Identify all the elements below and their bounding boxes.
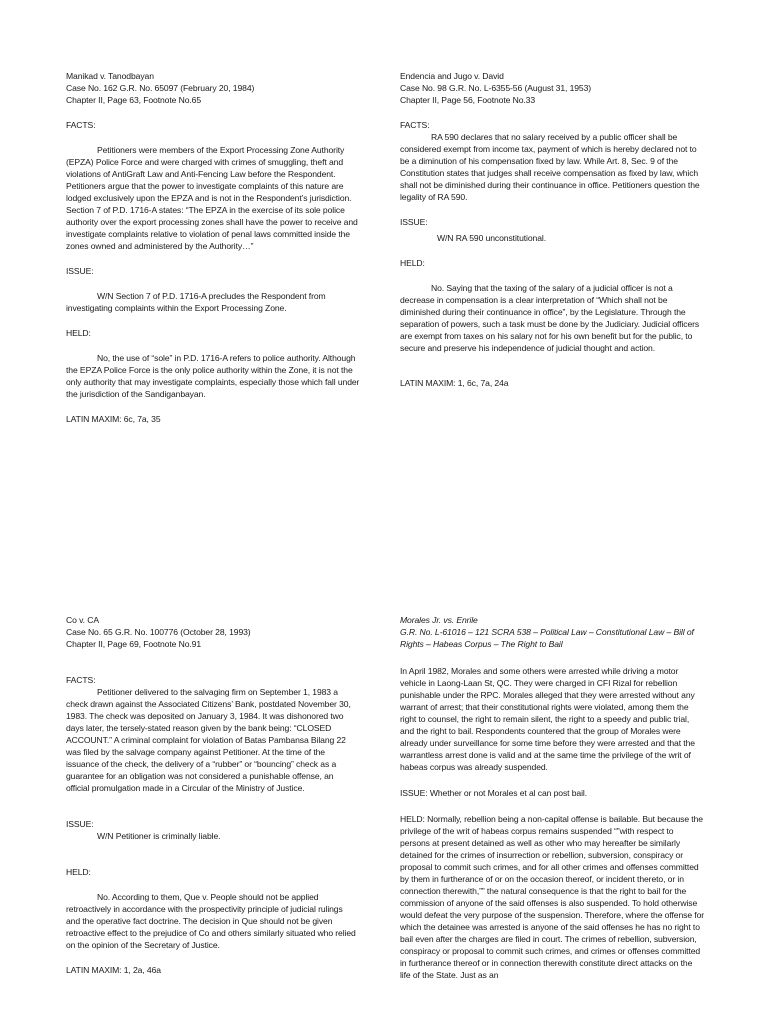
case-endencia xyxy=(400,70,705,389)
case-title: Co v. CA xyxy=(66,615,99,625)
issue-text: W/N Section 7 of P.D. 1716-A precludes the Respondent from investigating complaints within the Export Processing Zone. xyxy=(66,291,326,313)
held-label: HELD: xyxy=(66,328,91,338)
held-text: No. Saying that the taxing of the salary of a judicial officer is not a decrease in compensation is a clear interpretation of “Which shall not be diminished during their continuance in office”, by the Legislature. Through the separation of powers, such a task must be done by the Judiciary. Judicial officers are exempt from taxes on his salary not for his own benefit but for the public, to secure and preserve his independence of judicial thought and action. xyxy=(400,283,700,353)
case-number: Case No. 162 G.R. No. 65097 (February 20, 1984) xyxy=(66,83,255,93)
case-co-v-ca xyxy=(66,614,358,976)
case-header xyxy=(400,614,705,650)
case-title: Endencia and Jugo v. David xyxy=(400,71,504,81)
case-chapter: Chapter II, Page 56, Footnote No.33 xyxy=(400,95,536,105)
facts-text: Petitioners were members of the Export Processing Zone Authority (EPZA) Police Force and were charged with crimes of smuggling, theft and violations of AntiGraft Law and Anti-Fencing Law before the Respondent. Petitioners argue that the power to investigate complaints of this nature are lodged exclusively upon the EPZA and is not in the Respondent’s jurisdiction. Section 7 of P.D. 1716-A states: “The EPZA in the exercise of its sole police authority over the export processing zones shall have the power to receive and investigate complaints relative to violation of penal laws committed inside the zones owned and administered by the Authority…” xyxy=(66,145,358,251)
case-title: Manikad v. Tanodbayan xyxy=(66,71,154,81)
issue-text: W/N Petitioner is criminally liable. xyxy=(97,831,221,841)
held-text: No. According to them, Que v. People should not be applied retroactively in accordance with the prospectivity principle of judicial rulings and the operative fact doctrine. The decision in Que should not be given retroactive effect to the prejudice of Co and others similarly situated who relied on the opinion of the Secretary of Justice. xyxy=(66,892,356,950)
case-header xyxy=(400,70,705,106)
case-subtitle: G.R. No. L-61016 – 121 SCRA 538 – Political Law – Constitutional Law – Bill of Rights – Habeas Corpus – The Right to Bail xyxy=(400,627,694,649)
facts-label: FACTS: xyxy=(66,120,96,130)
facts-text: RA 590 declares that no salary received by a public officer shall be considered exempt from income tax, payment of which is hereby declared not to be a diminution of his compensation fixed by law. While Art. 8, Sec. 9 of the Constitution states that judges shall receive compensation as fixed by law, which shall not be diminished during their continuance in office. Petitioners question the legality of RA 590. xyxy=(400,132,700,202)
latin-maxim: LATIN MAXIM: 6c, 7a, 35 xyxy=(66,414,161,424)
issue-label: ISSUE: xyxy=(66,819,94,829)
issue-text: W/N RA 590 unconstitutional. xyxy=(437,233,546,243)
case-header xyxy=(66,614,358,650)
case-morales xyxy=(400,614,705,981)
facts-text: Petitioner delivered to the salvaging firm on September 1, 1983 a check drawn against the Associated Citizens’ Bank, postdated November 30, 1983. The check was deposited on January 3, 1984. It was dishonored two days later, the tersely-stated reason given by the bank being: “CLOSED ACCOUNT.” A criminal complaint for violation of Batas Pambansa Bilang 22 was filed by the salvage company against Petitioner. At the time of the issuance of the check, the delivery of a “rubber” or “bouncing” check as a guarantee for an obligation was not considered a punishable offense, an official promulgation made in a Circular of the Ministry of Justice. xyxy=(66,687,351,793)
latin-maxim: LATIN MAXIM: 1, 6c, 7a, 24a xyxy=(400,378,509,388)
case-header xyxy=(66,70,366,106)
issue-text: ISSUE: Whether or not Morales et al can post bail. xyxy=(400,788,588,798)
held-label: HELD: xyxy=(66,867,91,877)
facts-text: In April 1982, Morales and some others were arrested while driving a motor vehicle in Laong-Laan St, QC. They were charged in CFI Rizal for rebellion punishable under the RPC. Morales alleged that they were arrested without any warrant of arrest; that their constitutional rights were violated, among them the right to counsel, the right to remain silent, the right to a speedy and public trial, and the right to bail. Respondents countered that the group of Morales were already under surveillance for some time before they were arrested and that the warrantless arrest done is valid and at the same time the privilege of the writ of habeas corpus was already suspended. xyxy=(400,666,695,772)
case-chapter: Chapter II, Page 69, Footnote No.91 xyxy=(66,639,202,649)
facts-label: FACTS: xyxy=(66,675,96,685)
facts-label: FACTS: xyxy=(400,120,430,130)
held-text: HELD: Normally, rebellion being a non-capital offense is bailable. But because the privilege of the writ of habeas corpus remains suspended “”with respect to persons at present detained as well as other who may hereafter be similarly detained for the crimes of insurrection or rebellion, subversion, conspiracy or proposal to commit such crimes, and for all other crimes and offenses committed by them in furtherance of or on the occasion thereof, or incident thereto, or in connection therewith,”” the natural consequence is that the right to bail for the commission of anyone of the said offenses is also suspended. To hold otherwise would defeat the very purpose of the suspension. Therefore, where the offense for which the detainee was arrested is anyone of the said offenses he has no right to bail even after the charges are filed in court. The crimes of rebellion, subversion, conspiracy or proposal to commit such crimes, and crimes or offenses committed in furtherance thereof or in connection therewith constitute direct attacks on the life of the State. Just as an xyxy=(400,814,705,980)
issue-label: ISSUE: xyxy=(66,266,94,276)
case-chapter: Chapter II, Page 63, Footnote No.65 xyxy=(66,95,202,105)
held-text: No, the use of “sole” in P.D. 1716-A refers to police authority. Although the EPZA Police Force is the only police authority within the Zone, it is not the only authority that may investigate complaints, especially those which fall under the jurisdiction of the Sandiganbayan. xyxy=(66,353,360,399)
case-number: Case No. 98 G.R. No. L-6355-56 (August 31, 1953) xyxy=(400,83,592,93)
latin-maxim: LATIN MAXIM: 1, 2a, 46a xyxy=(66,965,161,975)
issue-label: ISSUE: xyxy=(400,217,428,227)
case-manikad xyxy=(66,70,366,425)
held-label: HELD: xyxy=(400,258,425,268)
case-number: Case No. 65 G.R. No. 100776 (October 28, 1993) xyxy=(66,627,251,637)
case-title: Morales Jr. vs. Enrile xyxy=(400,615,478,625)
